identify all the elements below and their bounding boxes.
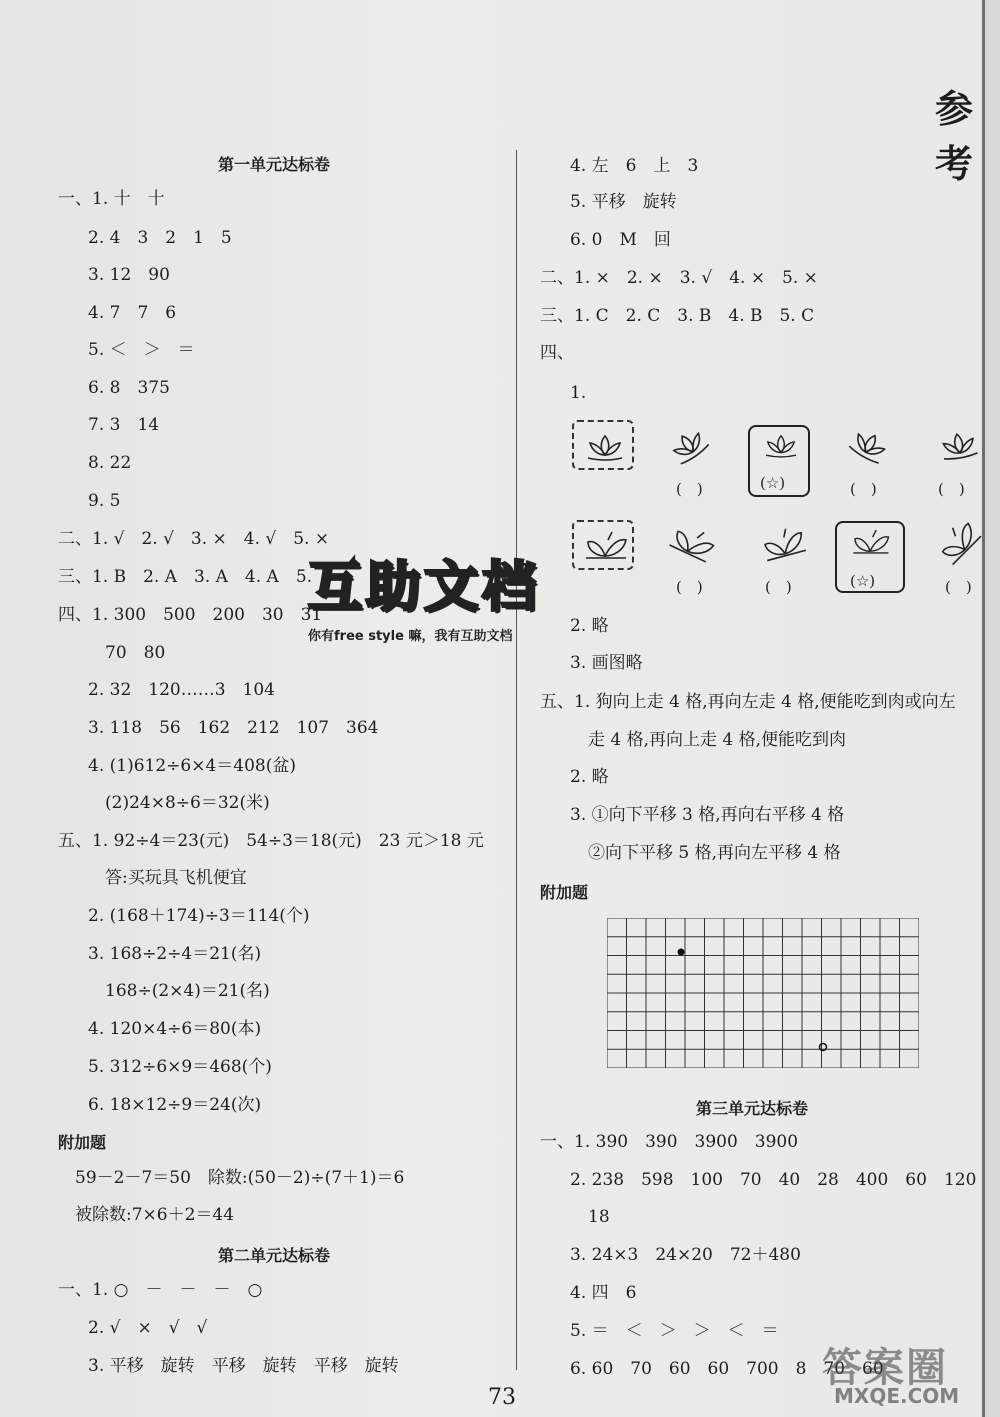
answer-line: 2. 4 3 2 1 5	[88, 228, 232, 248]
butterfly-icon	[574, 522, 636, 572]
filled-dot	[678, 949, 685, 956]
answer-line: 70 80	[105, 643, 166, 663]
answer-line: 4. 7 7 6	[88, 303, 177, 323]
unit3-heading: 第三单元达标卷	[696, 1099, 809, 1118]
answer-line: 18	[588, 1207, 610, 1227]
butterfly-figure-rotated	[660, 518, 722, 568]
corner-title: 参考	[935, 86, 976, 186]
answer-line: 3. 12 90	[88, 265, 170, 285]
answer-line: 59－2－7＝50 除数:(50－2)÷(7＋1)＝6	[75, 1168, 405, 1188]
answer-line: 答:买玩具飞机便宜	[105, 868, 247, 888]
answer-line: 二、1. × 2. × 3. √ 4. × 5. ×	[540, 268, 818, 288]
lotus-icon	[658, 420, 720, 470]
adjacent-page-strip	[985, 0, 1000, 1417]
lotus-figure-rotated	[928, 420, 990, 470]
answer-line: 168÷(2×4)＝21(名)	[105, 981, 270, 1001]
unit1-extra-heading: 附加题	[58, 1133, 107, 1152]
answer-paren: ( )	[850, 480, 877, 498]
answer-line: 5. 312÷6×9＝468(个)	[88, 1057, 272, 1077]
answer-line: 一、1. 十 十	[58, 189, 165, 209]
answer-line: 走 4 格,再向上走 4 格,便能吃到肉	[588, 730, 847, 750]
answer-line: 被除数:7×6＋2＝44	[75, 1205, 235, 1225]
answer-line: 二、1. √ 2. √ 3. × 4. √ 5. ×	[58, 529, 330, 549]
answer-line: 7. 3 14	[88, 415, 160, 435]
answer-line: 6. 0 M 回	[570, 230, 671, 250]
lotus-figure-rotated	[838, 420, 900, 470]
answer-line: 6. 8 375	[88, 378, 170, 398]
unit2-heading: 第二单元达标卷	[218, 1246, 331, 1265]
watermark	[308, 555, 568, 644]
answer-line: 3. ①向下平移 3 格,再向右平移 4 格	[570, 805, 845, 825]
answer-line: 6. 18×12÷9＝24(次)	[88, 1095, 262, 1115]
watermark-subtitle: 你有free style 嘛，我有互助文档	[308, 629, 513, 644]
answer-paren: ( )	[676, 578, 703, 596]
lotus-icon	[574, 422, 636, 472]
butterfly-icon	[928, 518, 990, 568]
answer-line: 3. 画图略	[570, 653, 643, 673]
answer-line: 1.	[570, 383, 587, 403]
answer-line: 四、1. 300 500 200 30 31	[58, 605, 323, 625]
answer-line: 2. √ × √ √	[88, 1318, 208, 1338]
unit2-extra-heading: 附加题	[540, 883, 589, 902]
lotus-figure-original	[572, 420, 634, 470]
answer-line: 3. 平移 旋转 平移 旋转 平移 旋转	[88, 1356, 399, 1376]
answer-line: 3. 168÷2÷4＝21(名)	[88, 944, 262, 964]
lotus-icon	[928, 420, 990, 470]
butterfly-icon	[752, 520, 814, 570]
answer-line: 4. 左 6 上 3	[570, 156, 699, 176]
butterfly-figure-original	[572, 520, 634, 570]
answer-line: 3. 118 56 162 212 107 364	[88, 718, 379, 738]
answer-line: 2. (168＋174)÷3＝114(个)	[88, 906, 310, 926]
answer-line: 6. 60 70 60 60 700 8 70 60	[570, 1359, 884, 1379]
answer-star-mark: (☆)	[760, 474, 786, 492]
grid-figure	[607, 918, 919, 1068]
answer-line: 8. 22	[88, 453, 132, 473]
lotus-icon	[750, 427, 812, 471]
watermark-title: 互助文档	[308, 555, 540, 618]
answer-line: ②向下平移 5 格,再向左平移 4 格	[588, 843, 841, 863]
stamp-url: MXQE.COM	[834, 1384, 960, 1408]
answer-star-mark: (☆)	[850, 572, 876, 590]
butterfly-icon	[837, 523, 903, 567]
lotus-figure-rotated	[658, 420, 720, 470]
answer-line: 2. 略	[570, 616, 609, 636]
answer-paren: ( )	[676, 480, 703, 498]
answer-line: 2. 32 120……3 104	[88, 680, 275, 700]
answer-line: 4. 120×4÷6＝80(本)	[88, 1019, 262, 1039]
answer-line: 三、1. C 2. C 3. B 4. B 5. C	[540, 306, 815, 326]
corner-stamp	[822, 1336, 992, 1411]
answer-paren: ( )	[765, 578, 792, 596]
answer-line: 5. ＜ ＞ ＝	[88, 340, 195, 360]
lotus-icon	[838, 420, 900, 470]
answer-line: 4. (1)612÷6×4＝408(盆)	[88, 756, 296, 776]
answer-line: 五、1. 92÷4＝23(元) 54÷3＝18(元) 23 元＞18 元	[58, 831, 484, 851]
answer-line: 2. 238 598 100 70 40 28 400 60 120	[570, 1170, 977, 1190]
answer-line: 2. 略	[570, 767, 609, 787]
answer-line: 三、1. B 2. A 3. A 4. A 5.	[58, 567, 313, 587]
answer-line: 3. 24×3 24×20 72＋480	[570, 1245, 801, 1265]
answer-line: 9. 5	[88, 491, 121, 511]
answer-paren: ( )	[945, 578, 972, 596]
answer-line: 4. 四 6	[570, 1283, 637, 1303]
page-number: 73	[488, 1385, 516, 1410]
butterfly-icon	[660, 518, 722, 568]
column-divider	[516, 150, 517, 1370]
answer-paren: ( )	[938, 480, 965, 498]
answer-line: (2)24×8÷6＝32(米)	[105, 793, 270, 813]
unit1-heading: 第一单元达标卷	[218, 155, 331, 174]
answer-line: 5. ＝ ＜ ＞ ＞ ＜ ＝	[570, 1321, 779, 1341]
stamp-text: 答案圈	[822, 1345, 948, 1391]
answer-line: 四、	[540, 343, 574, 363]
butterfly-figure-rotated	[752, 520, 814, 570]
answer-line: 5. 平移 旋转	[570, 192, 677, 212]
answer-line: 一、1. ○ － － － ○	[58, 1280, 263, 1300]
answer-line: 一、1. 390 390 3900 3900	[540, 1132, 799, 1152]
answer-line: 五、1. 狗向上走 4 格,再向左走 4 格,便能吃到肉或向左	[540, 692, 956, 712]
butterfly-figure-rotated	[928, 518, 990, 568]
